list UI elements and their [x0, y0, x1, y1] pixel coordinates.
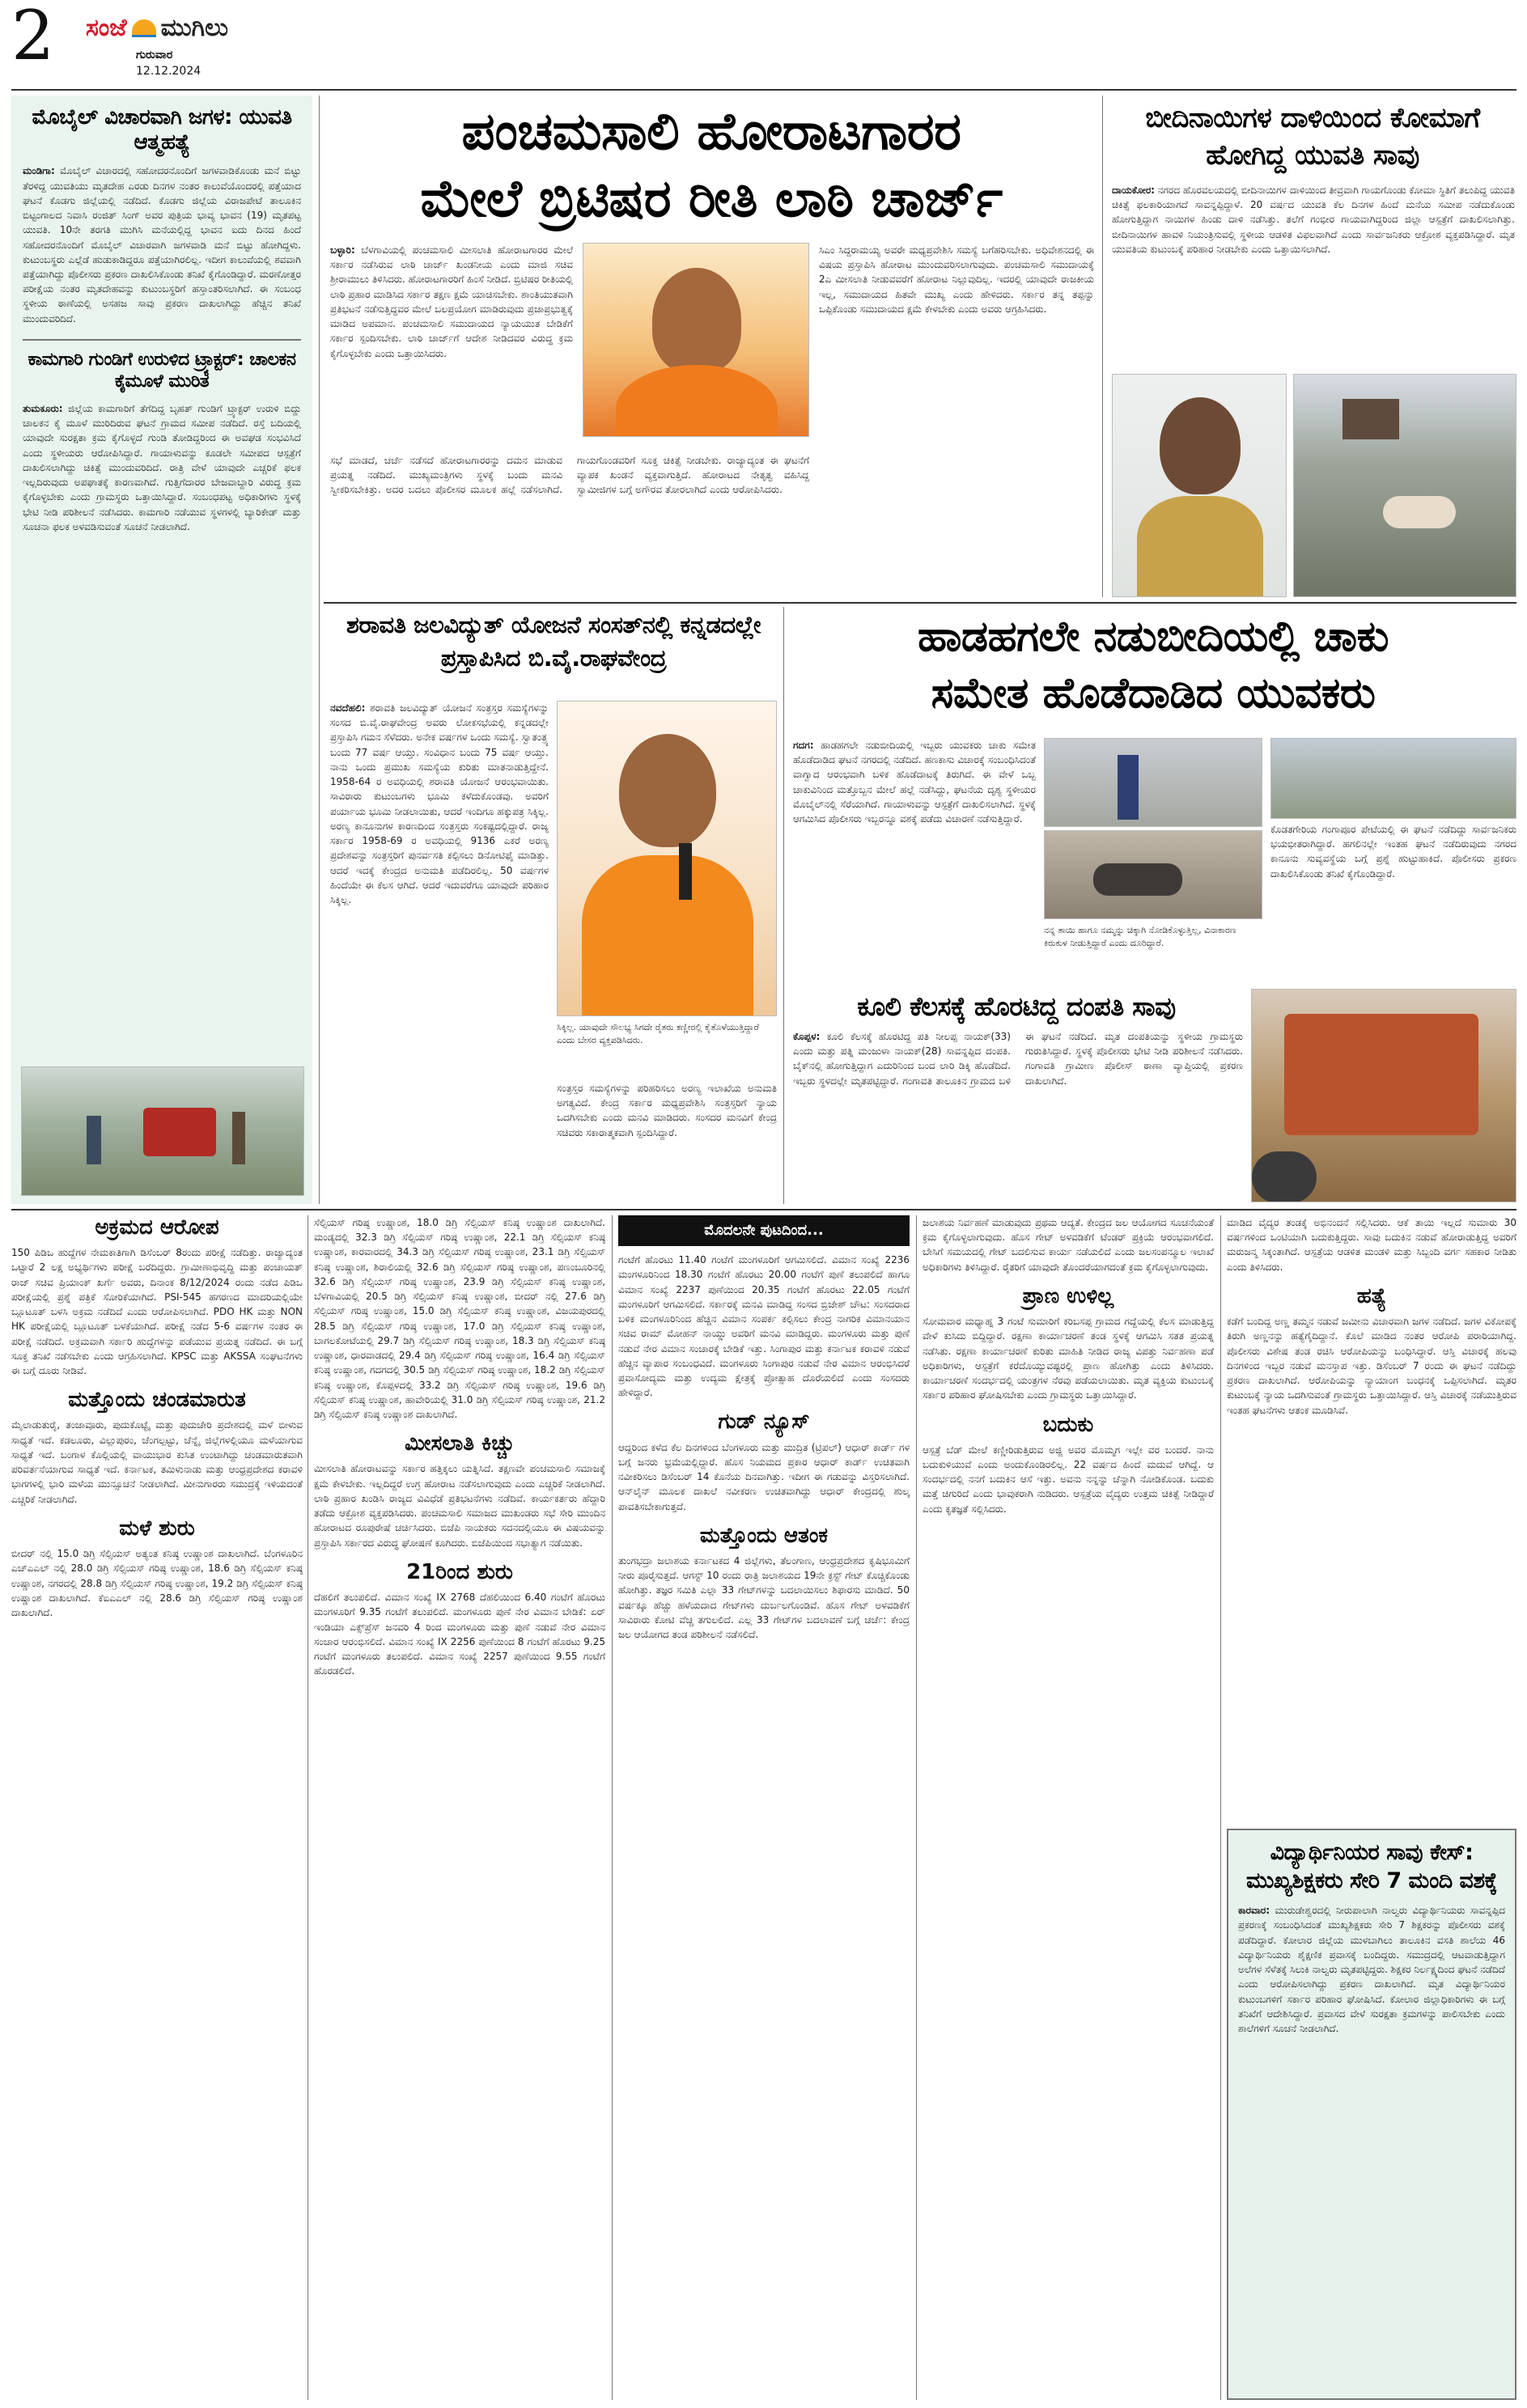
lower-col4 [923, 1215, 1214, 2400]
lower-col2-p2: ಮೀಸಲಾತಿ ಹೋರಾಟವನ್ನು ಸರ್ಕಾರ ಹತ್ತಿಕ್ಕಲು ಯತ್ನಿಸಿದೆ. ತಕ್ಷಣವೇ ಪಂಚಮಸಾಲಿ ಸಮಾಜಕ್ಕೆ ಕ್ಷಮೆ ಕೇಳಬೇಕು. ಇಲ್ಲದಿದ್ದರೆ ಉಗ್ರ ಹೋರಾಟ ನಡೆಸಲಾಗುವುದು ಎಂದು ಎಚ್ಚರಿಕೆ ನೀಡಲಾಗಿದೆ. ಲಾಠಿ ಪ್ರಹಾರ ಖಂಡಿಸಿ ರಾಜ್ಯದ ವಿವಿಧೆಡೆ ಪ್ರತಿಭಟನೆಗಳು ನಡೆದಿವೆ. ಕಾರ್ಯಕರ್ತರು ಹೆದ್ದಾರಿ ತಡೆದು ಆಕ್ರೋಶ ವ್ಯಕ್ತಪಡಿಸಿದರು. ಪಂಚಮಸಾಲಿ ಸಮಾಜದ ಮುಖಂಡರು ಸಭೆ ಸೇರಿ ಮುಂದಿನ ಹೋರಾಟದ ರೂಪುರೇಷೆ ಚರ್ಚಿಸಿದರು. ಬಿಜೆಪಿ ನಾಯಕರು ಸದನದಲ್ಲಿಯೂ ಈ ವಿಷಯವನ್ನು ಪ್ರಸ್ತಾಪಿಸಿ ಸರ್ಕಾರದ ವಿರುದ್ಧ ಘೋಷಣೆ ಕೂಗಿದರು. ಬಿಜೆಪಿಯಿಂದ ಸಭಾತ್ಯಾಗ ನಡೆಯಿತು. [314, 1463, 605, 1549]
dog-attack-text: ನಗರದ ಹೊರವಲಯದಲ್ಲಿ ಬೀದಿನಾಯಿಗಳ ದಾಳಿಯಿಂದ ತೀವ್ರವಾಗಿ ಗಾಯಗೊಂಡು ಕೋಮಾ ಸ್ಥಿತಿಗೆ ತಲುಪಿದ್ದ ಯುವತಿ ಚಿಕಿತ್ಸೆ ಫಲಕಾರಿಯಾಗದೆ ಸಾವನ್ನಪ್ಪಿದ್ದಾಳೆ. 20 ವರ್ಷದ ಯುವತಿ ಕೆಲ ದಿನಗಳ ಹಿಂದೆ ಮನೆಯ ಸಮೀಪ ನಡೆದುಕೊಂಡು ಹೋಗುತ್ತಿದ್ದಾಗ ನಾಯಿಗಳ ಹಿಂಡು ದಾಳಿ ನಡೆಸಿತ್ತು. ತಲೆಗೆ ಗಂಭೀರ ಗಾಯವಾಗಿದ್ದರಿಂದ ಜಿಲ್ಲಾ ಆಸ್ಪತ್ರೆಗೆ ದಾಖಲಿಸಲಾಗಿತ್ತು. ಬೀದಿನಾಯಿಗಳ ಹಾವಳಿ ನಿಯಂತ್ರಿಸುವಲ್ಲಿ ಸ್ಥಳೀಯ ಆಡಳಿತ ವಿಫಲವಾಗಿದೆ ಎಂದು ಸಾರ್ವಜನಿಕರು ಆಕ್ರೋಶ ವ್ಯಕ್ತಪಡಿಸಿದ್ದಾರೆ. ಮೃತ ಯುವತಿಯ ಕುಟುಂಬಕ್ಕೆ ಪರಿಹಾರ ನೀಡಬೇಕು ಎಂದು ಒತ್ತಾಯಿಸಲಾಗಿದೆ. [1112, 184, 1515, 255]
sidebar-rule [319, 95, 320, 1204]
brand-right: ಮುಗಿಲು [160, 14, 229, 43]
lead-body-col3 [819, 243, 1094, 566]
stabbing-headline-line1: ಹಾಡಹಗಲೇ ನಡುಬೀದಿಯಲ್ಲಿ ಚಾಕು [917, 613, 1389, 661]
stabbing-photo-1 [1044, 738, 1262, 827]
sidebar-story1-body [23, 163, 301, 326]
dog-attack-headline: ಬೀದಿನಾಯಿಗಳ ದಾಳಿಯಿಂದ ಕೋಮಾಗೆ ಹೋಗಿದ್ದ ಯುವತಿ ಸಾವು [1145, 102, 1480, 172]
face-shape [1160, 397, 1241, 494]
students-body [1238, 1903, 1505, 2036]
students-headline: ವಿದ್ಯಾರ್ಥಿನಿಯರ ಸಾವು ಕೇಸ್: ಮುಖ್ಯಶಿಕ್ಷಕರು ಸೇರಿ 7 ಮಂದಿ ವಶಕ್ಕೆ [1246, 1840, 1497, 1894]
lower-col5-p2: ಕಡೆಗೆ ಬಂದಿದ್ದ ಅಣ್ಣ ತಮ್ಮನ ನಡುವೆ ಜಮೀನು ವಿಚಾರವಾಗಿ ಜಗಳ ನಡೆದಿದೆ. ಜಗಳ ವಿಕೋಪಕ್ಕೆ ತಿರುಗಿ ಅಣ್ಣನನ್ನು ಹತ್ಯೆಗೈದಿದ್ದಾನೆ. ಕೊಲೆ ಮಾಡಿದ ನಂತರ ಆರೋಪಿ ಪರಾರಿಯಾಗಿದ್ದ. ಪೊಲೀಸರು ವಿಶೇಷ ತಂಡ ರಚಿಸಿ ಆರೋಪಿಯನ್ನು ಬಂಧಿಸಿದ್ದಾರೆ. ಆಸ್ತಿ ವಿಚಾರಕ್ಕೆ ಹಲವು ದಿನಗಳಿಂದ ಇಬ್ಬರ ನಡುವೆ ಮನಸ್ತಾಪ ಇತ್ತು. ಡಿಸೆಂಬರ್ 7 ರಂದು ಈ ಘಟನೆ ನಡೆದಿದ್ದು ಪ್ರಕರಣ ದಾಖಲಾಗಿದೆ. ಆರೋಪಿಯನ್ನು ನ್ಯಾಯಾಂಗ ಬಂಧನಕ್ಕೆ ಒಪ್ಪಿಸಲಾಗಿದೆ. ಮೃತರ ಕುಟುಂಬಕ್ಕೆ ನ್ಯಾಯ ಒದಗಿಸುವಂತೆ ಗ್ರಾಮಸ್ಥರು ಒತ್ತಾಯಿಸಿದ್ದಾರೆ. ಆಸ್ತಿ ವಿಚಾರಕ್ಕೆ ನಡೆಯುತ್ತಿರುವ ಇಂತಹ ಘಟನೆಗಳು ಆತಂಕ ಮೂಡಿಸಿವೆ. [1227, 1316, 1516, 1416]
tractor-photo [21, 1066, 304, 1196]
couple-headline: ಕೂಲಿ ಕೆಲಸಕ್ಕೆ ಹೊರಟಿದ್ದ ದಂಪತಿ ಸಾವು [857, 991, 1176, 1022]
masthead [11, 6, 286, 84]
sidebar-story2-headline: ಕಾಮಗಾರಿ ಗುಂಡಿಗೆ ಉರುಳಿದ ಟ್ರ್ಯಾಕ್ಟರ್: ಚಾಲಕನ ಕೈಮೂಳೆ ಮುರಿತ [28, 349, 296, 392]
person-shape [1118, 755, 1139, 820]
lead-headline [327, 99, 1096, 244]
lower-col1-heading3: ಮಳೆ ಶುರು [119, 1516, 195, 1541]
lower-rule-2 [612, 1215, 613, 2400]
stabbing-headline-line2: ಸಮೇತ ಹೊಡೆದಾಡಿದ ಯುವಕರು [931, 669, 1376, 719]
stabbing-dateline: ಗದಗ: [793, 740, 814, 751]
lower-col1-p3: ಬೀದರ್ ನಲ್ಲಿ 15.0 ಡಿಗ್ರಿ ಸೆಲ್ಸಿಯಸ್ ಅತ್ಯಂತ ಕನಿಷ್ಠ ಉಷ್ಣಾಂಶ ದಾಖಲಾಗಿದೆ. ಬೆಂಗಳೂರಿನ ಎಚ್ಎಎಲ್ ನಲ್ಲಿ 28.0 ಡಿಗ್ರಿ ಸೆಲ್ಸಿಯಸ್ ಗರಿಷ್ಠ ಉಷ್ಣಾಂಶ, 18.6 ಡಿಗ್ರಿ ಸೆಲ್ಸಿಯಸ್ ಕನಿಷ್ಠ ಉಷ್ಣಾಂಶ, ನಗರದಲ್ಲಿ 28.8 ಡಿಗ್ರಿ ಸೆಲ್ಸಿಯಸ್ ಗರಿಷ್ಠ ಉಷ್ಣಾಂಶ, 19.2 ಡಿಗ್ರಿ ಸೆಲ್ಸಿಯಸ್ ಕನಿಷ್ಠ ಉಷ್ಣಾಂಶ ದಾಖಲಾಗಿದೆ. ಕೆಐಎಎಲ್ ನಲ್ಲಿ 28.6 ಡಿಗ್ರಿ ಸೆಲ್ಸಿಯಸ್ ಗರಿಷ್ಠ ಉಷ್ಣಾಂಶ ದಾಖಲಾಗಿದೆ. [11, 1548, 303, 1619]
lower-col2-p1: ಸೆಲ್ಸಿಯಸ್ ಗರಿಷ್ಠ ಉಷ್ಣಾಂಶ, 18.0 ಡಿಗ್ರಿ ಸೆಲ್ಸಿಯಸ್ ಕನಿಷ್ಠ ಉಷ್ಣಾಂಶ ದಾಖಲಾಗಿದೆ. ಮಂಡ್ಯದಲ್ಲಿ 32.3 ಡಿಗ್ರಿ ಸೆಲ್ಸಿಯಸ್ ಗರಿಷ್ಠ ಉಷ್ಣಾಂಶ, 22.1 ಡಿಗ್ರಿ ಸೆಲ್ಸಿಯಸ್ ಕನಿಷ್ಠ ಉಷ್ಣಾಂಶ, ಕಾರವಾರದಲ್ಲಿ 34.3 ಡಿಗ್ರಿ ಸೆಲ್ಸಿಯಸ್ ಗರಿಷ್ಠ ಉಷ್ಣಾಂಶ, 23.1 ಡಿಗ್ರಿ ಸೆಲ್ಸಿಯಸ್ ಕನಿಷ್ಠ ಉಷ್ಣಾಂಶ, ಶಿರಾಲಿಯಲ್ಲಿ 32.6 ಡಿಗ್ರಿ ಸೆಲ್ಸಿಯಸ್ ಗರಿಷ್ಠ ಉಷ್ಣಾಂಶ, ಪಣಂಬೂರಿನಲ್ಲಿ 32.6 ಡಿಗ್ರಿ ಸೆಲ್ಸಿಯಸ್ ಗರಿಷ್ಠ ಉಷ್ಣಾಂಶ, 23.9 ಡಿಗ್ರಿ ಸೆಲ್ಸಿಯಸ್ ಕನಿಷ್ಠ ಉಷ್ಣಾಂಶ, ಬೆಳಗಾವಿಯಲ್ಲಿ 20.5 ಡಿಗ್ರಿ ಸೆಲ್ಸಿಯಸ್ ಕನಿಷ್ಠ ಉಷ್ಣಾಂಶ, ಬೀದರ್ ನಲ್ಲಿ 27.6 ಡಿಗ್ರಿ ಸೆಲ್ಸಿಯಸ್ ಗರಿಷ್ಠ ಉಷ್ಣಾಂಶ, 15.0 ಡಿಗ್ರಿ ಸೆಲ್ಸಿಯಸ್ ಕನಿಷ್ಠ ಉಷ್ಣಾಂಶ, ವಿಜಯಪುರದಲ್ಲಿ 28.5 ಡಿಗ್ರಿ ಸೆಲ್ಸಿಯಸ್ ಗರಿಷ್ಠ ಉಷ್ಣಾಂಶ, 17.0 ಡಿಗ್ರಿ ಸೆಲ್ಸಿಯಸ್ ಕನಿಷ್ಠ ಉಷ್ಣಾಂಶ, ಬಾಗಲಕೋಟೆಯಲ್ಲಿ 29.7 ಡಿಗ್ರಿ ಸೆಲ್ಸಿಯಸ್ ಗರಿಷ್ಠ ಉಷ್ಣಾಂಶ, 18.3 ಡಿಗ್ರಿ ಸೆಲ್ಸಿಯಸ್ ಕನಿಷ್ಠ ಉಷ್ಣಾಂಶ, ಧಾರವಾಡದಲ್ಲಿ 29.4 ಡಿಗ್ರಿ ಸೆಲ್ಸಿಯಸ್ ಗರಿಷ್ಠ ಉಷ್ಣಾಂಶ, 16.4 ಡಿಗ್ರಿ ಸೆಲ್ಸಿಯಸ್ ಕನಿಷ್ಠ ಉಷ್ಣಾಂಶ, ಗದಗದಲ್ಲಿ 30.5 ಡಿಗ್ರಿ ಸೆಲ್ಸಿಯಸ್ ಗರಿಷ್ಠ ಉಷ್ಣಾಂಶ, 18.2 ಡಿಗ್ರಿ ಸೆಲ್ಸಿಯಸ್ ಕನಿಷ್ಠ ಉಷ್ಣಾಂಶ, ಕೊಪ್ಪಳದಲ್ಲಿ 33.2 ಡಿಗ್ರಿ ಸೆಲ್ಸಿಯಸ್ ಗರಿಷ್ಠ ಉಷ್ಣಾಂಶ, 19.6 ಡಿಗ್ರಿ ಸೆಲ್ಸಿಯಸ್ ಕನಿಷ್ಠ ಉಷ್ಣಾಂಶ, ಹಾವೇರಿಯಲ್ಲಿ 31.0 ಡಿಗ್ರಿ ಸೆಲ್ಸಿಯಸ್ ಗರಿಷ್ಠ ಉಷ್ಣಾಂಶ, 21.2 ಡಿಗ್ರಿ ಸೆಲ್ಸಿಯಸ್ ಕನಿಷ್ಠ ಉಷ್ಣಾಂಶ ದಾಖಲಾಗಿದೆ. [314, 1217, 605, 1421]
sharavathi-text: ಶರಾವತಿ ಜಲವಿದ್ಯುತ್ ಯೋಜನೆ ಸಂತ್ರಸ್ತರ ಸಮಸ್ಯೆಗಳನ್ನು ಸಂಸದ ಬಿ.ವೈ.ರಾಘವೇಂದ್ರ ಅವರು ಲೋಕಸಭೆಯಲ್ಲಿ ಕನ್ನಡದಲ್ಲೇ ಪ್ರಸ್ತಾಪಿಸಿ ಗಮನ ಸೆಳೆದರು. ಅನೇಕ ವರ್ಷಗಳ ಒಂದು ಸಮಸ್ಯೆ. ಸ್ವಾತಂತ್ರ್ಯ ಬಂದು 77 ವರ್ಷ ಆಯ್ತು. ಸಂವಿಧಾನ ಬಂದು 75 ವರ್ಷ ಆಯ್ತು. ನಾನು ಒಂದು ಪ್ರಮುಖ ಸಮಸ್ಯೆಯ ಕುರಿತು ಮಾತನಾಡುತ್ತಿದ್ದೇನೆ. 1958-64 ರ ಅವಧಿಯಲ್ಲಿ ಶರಾವತಿ ಯೋಜನೆ ಆರಂಭವಾಯಿತು. ಸಾವಿರಾರು ಕುಟುಂಬಗಳು ಭೂಮಿ ಕಳೆದುಕೊಂಡವು. ಅವರಿಗೆ ಪರ್ಯಾಯ ಭೂಮಿ ನೀಡಲಾಯಿತು, ಆದರೆ ಇಂದಿಗೂ ಹಕ್ಕುಪತ್ರ ಸಿಕ್ಕಿಲ್ಲ. ಅರಣ್ಯ ಕಾನೂನುಗಳ ಕಾರಣದಿಂದ ಸಂತ್ರಸ್ತರು ಸಂಕಷ್ಟದಲ್ಲಿದ್ದಾರೆ. ರಾಜ್ಯ ಸರ್ಕಾರ 1958-69 ರ ಅವಧಿಯಲ್ಲಿ 9136 ಎಕರೆ ಅರಣ್ಯ ಪ್ರದೇಶವನ್ನು ಸಂತ್ರಸ್ತರಿಗೆ ಪುನರ್ವಸತಿ ಕಲ್ಪಿಸಲು ಡಿನೋಟಿಫೈ ಮಾಡಿತ್ತು. ಆದರೆ ಇದಕ್ಕೆ ಕೇಂದ್ರದ ಅನುಮತಿ ಪಡೆದಿರಲಿಲ್ಲ. 50 ವರ್ಷಗಳ ಹಿಂದೆಯೇ ಈ ಕೆಲಸ ಆಗಿದೆ. ಆದರೆ ಇದುವರೆಗೂ ಯಾವುದೇ ಪರಿಹಾರ ಸಿಕ್ಕಿಲ್ಲ. [330, 702, 549, 906]
lower-col1-heading1: ಅಕ್ರಮದ ಆರೋಪ [95, 1215, 219, 1240]
stabbing-text: ಹಾಡಹಗಲೇ ನಡುಬೀದಿಯಲ್ಲಿ ಇಬ್ಬರು ಯುವಕರು ಚಾಕು ಸಮೇತ ಹೊಡೆದಾಡಿದ ಘಟನೆ ನಗರದಲ್ಲಿ ನಡೆದಿದೆ. ಹಣಕಾಸು ವಿಚಾರಕ್ಕೆ ಸಂಬಂಧಿಸಿದಂತೆ ವಾಗ್ವಾದ ಆರಂಭವಾಗಿ ಬಳಿಕ ಹೊಡೆದಾಟಕ್ಕೆ ತಿರುಗಿದೆ. ಈ ವೇಳೆ ಒಬ್ಬ ಚಾಕುವಿನಿಂದ ಮತ್ತೊಬ್ಬನ ಮೇಲೆ ಹಲ್ಲೆ ನಡೆಸಿದ್ದು, ಘಟನೆಯ ದೃಶ್ಯ ಸ್ಥಳೀಯರ ಮೊಬೈಲ್‌ನಲ್ಲಿ ಸೆರೆಯಾಗಿದೆ. ಗಾಯಾಳುವನ್ನು ಆಸ್ಪತ್ರೆಗೆ ದಾಖಲಿಸಲಾಗಿದೆ. ಸ್ಥಳಕ್ಕೆ ಆಗಮಿಸಿದ ಪೊಲೀಸರು ಇಬ್ಬರನ್ನೂ ವಶಕ್ಕೆ ಪಡೆದು ವಿಚಾರಣೆ ನಡೆಸುತ್ತಿದ್ದಾರೆ. [793, 740, 1036, 825]
masthead-brand [86, 13, 280, 44]
sidebar-divider [23, 339, 301, 341]
sidebar-story2-text: ಜಿಲ್ಲೆಯ ಕಾಮಗಾರಿಗೆ ತೆಗೆದಿದ್ದ ಬೃಹತ್ ಗುಂಡಿಗೆ ಟ್ರ್ಯಾಕ್ಟರ್ ಉರುಳಿ ಬಿದ್ದು ಚಾಲಕನ ಕೈ ಮೂಳೆ ಮುರಿದಿರುವ ಘಟನೆ ಗ್ರಾಮದ ಸಮೀಪ ನಡೆದಿದೆ. ರಸ್ತೆ ಬದಿಯಲ್ಲಿ ಯಾವುದೇ ಸುರಕ್ಷತಾ ಕ್ರಮ ಕೈಗೊಳ್ಳದೆ ಗುಂಡಿ ತೋಡಿದ್ದರಿಂದ ಈ ಅವಘಡ ಸಂಭವಿಸಿದೆ ಎಂದು ಸ್ಥಳೀಯರು ಆರೋಪಿಸಿದ್ದಾರೆ. ಗಾಯಾಳುವನ್ನು ಕೂಡಲೇ ಸಮೀಪದ ಆಸ್ಪತ್ರೆಗೆ ದಾಖಲಿಸಲಾಗಿದ್ದು ಚಿಕಿತ್ಸೆ ಮುಂದುವರಿದಿದೆ. ರಾತ್ರಿ ವೇಳೆ ಯಾವುದೇ ಎಚ್ಚರಿಕೆ ಫಲಕ ಇಲ್ಲದಿರುವುದು ಅಪಘಾತಕ್ಕೆ ಕಾರಣವಾಗಿದೆ. ಗುತ್ತಿಗೆದಾರರ ಬೇಜವಾಬ್ದಾರಿ ವಿರುದ್ಧ ಕ್ರಮ ಕೈಗೊಳ್ಳಬೇಕು ಎಂದು ಗ್ರಾಮಸ್ಥರು ಒತ್ತಾಯಿಸಿದ್ದಾರೆ. ಸಂಬಂಧಪಟ್ಟ ಅಧಿಕಾರಿಗಳು ಸ್ಥಳಕ್ಕೆ ಭೇಟಿ ನೀಡಿ ಪರಿಶೀಲನೆ ನಡೆಸಿದರು. ಕಾಮಗಾರಿ ನಡೆಯುವ ಸ್ಥಳಗಳಲ್ಲಿ ಬ್ಯಾರಿಕೇಡ್ ಮತ್ತು ಸೂಚನಾ ಫಲಕ ಅಳವಡಿಸುವಂತೆ ಸೂಚನೆ ನೀಡಲಾಗಿದೆ. [23, 402, 301, 532]
masthead-rule [11, 89, 1516, 91]
stabbing-body-b [1270, 822, 1516, 981]
dog-photo [1293, 374, 1516, 597]
fold-rule [11, 1209, 1516, 1210]
lower-col4-p1: ಜಲಾಶಯ ನಿರ್ವಹಣೆ ಮಾಡುವುದು ಪ್ರಥಮ ಆದ್ಯತೆ. ಕೇಂದ್ರದ ಜಲ ಆಯೋಗದ ಸೂಚನೆಯಂತೆ ಕ್ರಮ ಕೈಗೊಳ್ಳಲಾಗುವುದು. ಹೊಸ ಗೇಟ್ ಅಳವಡಿಕೆಗೆ ಟೆಂಡರ್ ಪ್ರಕ್ರಿಯೆ ಆರಂಭವಾಗಲಿದೆ. ಬೇಸಿಗೆ ಸಮಯದಲ್ಲಿ ಗೇಟ್ ಬದಲಿಸುವ ಕಾರ್ಯ ನಡೆಯಲಿದೆ ಎಂದು ಜಲಸಂಪನ್ಮೂಲ ಇಲಾಖೆ ಅಧಿಕಾರಿಗಳು ತಿಳಿಸಿದ್ದಾರೆ. ರೈತರಿಗೆ ಯಾವುದೇ ತೊಂದರೆಯಾಗದಂತೆ ಕ್ರಮ ಕೈಗೊಳ್ಳಲಾಗುವುದು. [923, 1217, 1214, 1273]
sharavathi-body [330, 701, 549, 1202]
lower-col5-p1: ಮಾಡಿದ ವೈದ್ಯರ ತಂಡಕ್ಕೆ ಅಭಿನಂದನೆ ಸಲ್ಲಿಸಿದರು. ಆಕೆ ತಾಯಿ ಇಲ್ಲದೆ ಸುಮಾರು 30 ವರ್ಷಗಳಿಂದ ಒಂಟಿಯಾಗಿ ಬದುಕುತ್ತಿದ್ದರು. ಸಾವು ಬದುಕಿನ ನಡುವೆ ಹೋರಾಡುತ್ತಿದ್ದ ಅವರಿಗೆ ಮರುಜನ್ಮ ಸಿಕ್ಕಂತಾಗಿದೆ. ಆಸ್ಪತ್ರೆಯ ಆಡಳಿತ ಮಂಡಳಿ ಮತ್ತು ಸಿಬ್ಬಂದಿ ವರ್ಗ ಸಹಕಾರ ನೀಡಿತು ಎಂದು ತಿಳಿಸಿದರು. [1227, 1217, 1516, 1273]
students-text: ಮುರುಡೇಶ್ವರದಲ್ಲಿ ನೀರುಪಾಲಾಗಿ ನಾಲ್ವರು ವಿದ್ಯಾರ್ಥಿನಿಯರು ಸಾವನ್ನಪ್ಪಿದ ಪ್ರಕರಣಕ್ಕೆ ಸಂಬಂಧಿಸಿದಂತೆ ಮುಖ್ಯಶಿಕ್ಷಕರು ಸೇರಿ 7 ಶಿಕ್ಷಕರನ್ನು ಪೊಲೀಸರು ವಶಕ್ಕೆ ಪಡೆದಿದ್ದಾರೆ. ಕೋಲಾರ ಜಿಲ್ಲೆಯ ಮುಳಬಾಗಿಲು ತಾಲೂಕಿನ ವಸತಿ ಶಾಲೆಯ 46 ವಿದ್ಯಾರ್ಥಿನಿಯರು ಶೈಕ್ಷಣಿಕ ಪ್ರವಾಸಕ್ಕೆ ಬಂದಿದ್ದರು. ಸಮುದ್ರದಲ್ಲಿ ಆಟವಾಡುತ್ತಿದ್ದಾಗ ಅಲೆಗಳ ಸೆಳೆತಕ್ಕೆ ಸಿಲುಕಿ ನಾಲ್ವರು ಮೃತಪಟ್ಟಿದ್ದರು. ಶಿಕ್ಷಕರ ನಿರ್ಲಕ್ಷ್ಯದಿಂದ ಘಟನೆ ನಡೆದಿದೆ ಎಂದು ಆರೋಪಿಸಲಾಗಿದ್ದು ಪ್ರಕರಣ ದಾಖಲಾಗಿದೆ. ಮೃತ ವಿದ್ಯಾರ್ಥಿನಿಯರ ಕುಟುಂಬಗಳಿಗೆ ಸರ್ಕಾರ ಪರಿಹಾರ ಘೋಷಿಸಿದೆ. ಕೋಲಾರ ಜಿಲ್ಲಾಧಿಕಾರಿಗಳು ಈ ಬಗ್ಗೆ ತನಿಖೆಗೆ ಆದೇಶಿಸಿದ್ದಾರೆ. ಪ್ರವಾಸದ ವೇಳೆ ಸುರಕ್ಷತಾ ಕ್ರಮಗಳನ್ನು ಪಾಲಿಸಬೇಕು ಎಂದು ಶಾಲೆಗಳಿಗೆ ಸೂಚನೆ ನೀಡಲಾಗಿದೆ. [1238, 1905, 1505, 2035]
lower-col1-heading2: ಮತ್ತೊಂದು ಚಂಡಮಾರುತ [68, 1388, 246, 1413]
sharavathi-headline: ಶರಾವತಿ ಜಲವಿದ್ಯುತ್ ಯೋಜನೆ ಸಂಸತ್‌ನಲ್ಲಿ ಕನ್ನಡದಲ್ಲೇ ಪ್ರಸ್ತಾಪಿಸಿದ ಬಿ.ವೈ.ರಾಘವೇಂದ್ರ [346, 611, 761, 672]
lead-dateline: ಬಳ್ಳಾರಿ: [330, 244, 355, 256]
shoulders-shape [1137, 496, 1263, 597]
lower-col2-heading2: 21ರಿಂದ ಶುರು [406, 1559, 513, 1584]
students-dateline: ಕಾರವಾರ: [1238, 1905, 1270, 1917]
lower-col4-heading2: ಬದುಕು [1042, 1412, 1094, 1437]
sun-logo-icon [132, 19, 156, 37]
lead-headline-line2: ಮೇಲೆ ಬ್ರಿಟಿಷರ ರೀತಿ ಲಾಠಿ ಚಾರ್ಜ್ [420, 169, 1003, 230]
tire-shape [1252, 1151, 1317, 1202]
face-shape [619, 734, 716, 847]
sharavathi-text-b: ಸಂತ್ರಸ್ತರ ಸಮಸ್ಯೆಗಳನ್ನು ಪರಿಹರಿಸಲು ಅರಣ್ಯ ಇಲಾಖೆಯ ಅನುಮತಿ ಅಗತ್ಯವಿದೆ. ಕೇಂದ್ರ ಸರ್ಕಾರ ಮಧ್ಯಪ್ರವೇಶಿಸಿ ಸಂತ್ರಸ್ತರಿಗೆ ನ್ಯಾಯ ಒದಗಿಸಬೇಕು ಎಂದು ಮನವಿ ಮಾಡಿದರು. ಸಂಸದರ ಮನವಿಗೆ ಕೇಂದ್ರ ಸಚಿವರು ಸಕಾರಾತ್ಮಕವಾಗಿ ಸ್ಪಂದಿಸಿದ್ದಾರೆ. [557, 1083, 777, 1138]
sharavathi-rule [783, 607, 784, 1204]
stabbing-body [793, 738, 1036, 981]
sidebar-story1-dateline: ಮಂಡಿಗಾ: [23, 165, 55, 177]
lead-text-c: ಸಿಎಂ ಸಿದ್ದರಾಮಯ್ಯ ಅವರೇ ಮಧ್ಯಪ್ರವೇಶಿಸಿ ಸಮಸ್ಯೆ ಬಗೆಹರಿಸಬೇಕು. ಅಧಿವೇಶನದಲ್ಲಿ ಈ ವಿಷಯ ಪ್ರಸ್ತಾಪಿಸಿ ಹೋರಾಟ ಮುಂದುವರಿಸಲಾಗುವುದು. ಪಂಚಮಸಾಲಿ ಸಮುದಾಯಕ್ಕೆ 2ಎ ಮೀಸಲಾತಿ ನೀಡುವವರೆಗೆ ಹೋರಾಟ ನಿಲ್ಲುವುದಿಲ್ಲ. ಇದರಲ್ಲಿ ಯಾವುದೇ ರಾಜಕೀಯ ಇಲ್ಲ, ಸಮುದಾಯದ ಹಿತವೇ ಮುಖ್ಯ ಎಂದು ಹೇಳಿದರು. ಸರ್ಕಾರ ತನ್ನ ತಪ್ಪನ್ನು ಒಪ್ಪಿಕೊಂಡು ಸಮುದಾಯದ ಕ್ಷಮೆ ಕೇಳಬೇಕು ಎಂದು ಅವರು ಆಗ್ರಹಿಸಿದರು. [819, 244, 1094, 315]
accident-photo [1251, 989, 1516, 1202]
masthead-date: 12.12.2024 [136, 65, 201, 78]
masthead-weekday: ಗುರುವಾರ [136, 49, 173, 61]
shoulders-shape [582, 855, 753, 1016]
lower-col5-heading1: ಹತ್ಯೆ [1356, 1283, 1387, 1308]
lower-col3 [618, 1215, 910, 2400]
lower-col4-heading1: ಪ್ರಾಣ ಉಳಿಲ್ಲ [1022, 1283, 1114, 1308]
lead-text-a: ಬೆಳಗಾವಿಯಲ್ಲಿ ಪಂಚಮಸಾಲಿ ಮೀಸಲಾತಿ ಹೋರಾಟಗಾರರ ಮೇಲೆ ಸರ್ಕಾರ ನಡೆಸಿರುವ ಲಾಠಿ ಚಾರ್ಜ್ ಖಂಡನೀಯ ಎಂದು ಮಾಜಿ ಸಚಿವ ಶ್ರೀರಾಮುಲು ತಿಳಿಸಿದರು. ಹೋರಾಟಗಾರರಿಗೆ ಹಿಂಸೆ ನೀಡಿದೆ. ಬ್ರಿಟಿಷರ ರೀತಿಯಲ್ಲಿ ಲಾಠಿ ಪ್ರಹಾರ ಮಾಡಿಸಿದ ಸರ್ಕಾರ ತಕ್ಷಣ ಕ್ಷಮೆ ಯಾಚಿಸಬೇಕು. ಶಾಂತಿಯುತವಾಗಿ ಪ್ರತಿಭಟನೆ ನಡೆಸುತ್ತಿದ್ದವರ ಮೇಲೆ ಬಲಪ್ರಯೋಗ ಮಾಡಿರುವುದು ಪ್ರಜಾಪ್ರಭುತ್ವಕ್ಕೆ ಮಾಡಿದ ಅಪಮಾನ. ಪಂಚಮಸಾಲಿ ಸಮುದಾಯದ ನ್ಯಾಯಯುತ ಬೇಡಿಕೆಗೆ ಸರ್ಕಾರ ಸ್ಪಂದಿಸಬೇಕು. ಲಾಠಿ ಚಾರ್ಜ್‌ಗೆ ಆದೇಶ ನೀಡಿದವರ ವಿರುದ್ಧ ಕ್ರಮ ಕೈಗೊಳ್ಳಬೇಕು ಎಂದು ಒತ್ತಾಯಿಸಿದರು. [330, 244, 573, 359]
sidebar-story1-headline: ಮೊಬೈಲ್ ವಿಚಾರವಾಗಿ ಜಗಳ: ಯುವತಿ ಆತ್ಮಹತ್ಯೆ [32, 105, 292, 155]
truck-shape [1284, 1014, 1478, 1135]
raghavendra-photo [557, 701, 777, 1016]
lead-body-col2 [330, 453, 809, 591]
students-box [1227, 1829, 1516, 2400]
sidebar-story2-dateline: ತುಮಕೂರು: [23, 402, 63, 414]
sharavathi-dateline: ನವದೆಹಲಿ: [330, 702, 366, 714]
lower-col2-p3: ದೆಹಲಿಗೆ ತಲುಪಲಿದೆ. ವಿಮಾನ ಸಂಖ್ಯೆ IX 2768 ದೆಹಲಿಯಿಂದ 6.40 ಗಂಟೆಗೆ ಹೊರಟು ಮಂಗಳೂರಿಗೆ 9.35 ಗಂಟೆಗೆ ತಲುಪಲಿದೆ. ಮಂಗಳೂರು ಪುಣೆ ನೇರ ವಿಮಾನ ಬೇಡಿಕೆ: ಏರ್ ಇಂಡಿಯಾ ಎಕ್ಸ್‌ಪ್ರೆಸ್ ಜನವರಿ 4 ರಿಂದ ಮಂಗಳೂರು ಮತ್ತು ಪುಣೆ ನಡುವೆ ನೇರ ವಿಮಾನ ಸಂಚಾರ ಆರಂಭಿಸಲಿದೆ. ವಿಮಾನ ಸಂಖ್ಯೆ IX 2256 ಪುಣೆಯಿಂದ 8 ಗಂಟೆಗೆ ಹೊರಟು 9.25 ಗಂಟೆಗೆ ಮಂಗಳೂರು ತಲುಪಲಿದೆ. ವಿಮಾನ ಸಂಖ್ಯೆ 2257 ಪುಣೆಯಿಂದ 9.55 ಗಂಟೆಗೆ ಹೊರಡಲಿದೆ. [314, 1592, 605, 1677]
sidebar-story2-body [23, 401, 301, 534]
dog-attack-body [1112, 183, 1515, 369]
lower-col1-p2: ಮೈಲಾಡುತುರೈ, ತಂಜಾವೂರು, ಪುದುಕೊಟ್ಟೈ ಮತ್ತು ಪುದುಚೇರಿ ಪ್ರದೇಶದಲ್ಲಿ ಮಳೆ ಬೀಳುವ ಸಾಧ್ಯತೆ ಇದೆ. ಕಡಲೂರು, ವಿಲ್ಲುಪುರಂ, ಚೆಂಗಲ್ಪಟ್ಟು, ಚೆನ್ನೈ ಜಿಲ್ಲೆಗಳಲ್ಲಿಯೂ ಮಳೆಯಾಗುವ ಸಾಧ್ಯತೆ ಇದೆ. ಬಂಗಾಳ ಕೊಲ್ಲಿಯಲ್ಲಿ ವಾಯುಭಾರ ಕುಸಿತ ಉಂಟಾಗಿದ್ದು ಚಂಡಮಾರುತವಾಗಿ ಪರಿವರ್ತನೆಯಾಗುವ ಸಾಧ್ಯತೆ ಇದೆ. ಕರ್ನಾಟಕ, ತಮಿಳುನಾಡು ಮತ್ತು ಆಂಧ್ರಪ್ರದೇಶದ ಕರಾವಳಿ ಭಾಗಗಳಲ್ಲಿ ಭಾರಿ ಮಳೆಯ ಮುನ್ಸೂಚನೆ ನೀಡಲಾಗಿದೆ. ಮೀನುಗಾರರು ಸಮುದ್ರಕ್ಕೆ ಇಳಿಯದಂತೆ ಎಚ್ಚರಿಕೆ ನೀಡಲಾಗಿದೆ. [11, 1419, 303, 1505]
couple-text: ಕೂಲಿ ಕೆಲಸಕ್ಕೆ ಹೊರಟಿದ್ದ ಪತಿ ನೀಲಪ್ಪ ನಾಯಕ್(33) ಎಂದು ಮತ್ತು ಪತ್ನಿ ಮಂಜುಳಾ ನಾಯಕ್(28) ಸಾವನ್ನಪ್ಪಿದ ದಂಪತಿ. ಬೈಕ್‌ನಲ್ಲಿ ಹೋಗುತ್ತಿದ್ದಾಗ ಎದುರಿನಿಂದ ಬಂದ ಲಾರಿ ಡಿಕ್ಕಿ ಹೊಡೆದಿದೆ. ಇಬ್ಬರು ಸ್ಥಳದಲ್ಲೇ ಮೃತಪಟ್ಟಿದ್ದಾರೆ. ಗಂಗಾವತಿ ತಾಲೂಕಿನ ಗ್ರಾಮದ ಬಳಿ ಈ ಘಟನೆ ನಡೆದಿದೆ. ಮೃತ ದಂಪತಿಯನ್ನು ಸ್ಥಳೀಯ ಗ್ರಾಮಸ್ಥರು ಗುರುತಿಸಿದ್ದಾರೆ. ಸ್ಥಳಕ್ಕೆ ಪೊಲೀಸರು ಭೇಟಿ ನೀಡಿ ಪರಿಶೀಲನೆ ನಡೆಸಿದರು. ಗಂಗಾವತಿ ಗ್ರಾಮೀಣ ಪೊಲೀಸ್ ಠಾಣಾ ವ್ಯಾಪ್ತಿಯಲ್ಲಿ ಪ್ರಕರಣ ದಾಖಲಾಗಿದೆ. [793, 1031, 1243, 1087]
page-number: 2 [11, 6, 55, 75]
sharavathi-caption: ಸಿಕ್ಕಿಲ್ಲ. ಯಾವುದೇ ಸೌಲಭ್ಯ ಸಿಗದೇ ರೈತರು ಕಣ್ಣೀರಲ್ಲಿ ಕೈತೊಳೆಯುತ್ತಿದ್ದಾರೆ ಎಂದು ಬೇಸರ ವ್ಯಕ್ತಪಡಿಸಿದರು. [557, 1022, 759, 1045]
lower-col4-p3: ಆಸ್ಪತ್ರೆ ಬೆಡ್ ಮೇಲೆ ಕಣ್ಣೀರಿಡುತ್ತಿರುವ ಅಜ್ಜಿ ಅವರ ಮೊಮ್ಮಗ ಇಲ್ಲೇ ವರ ಬಂದರೆ. ನಾನು ಬದುಕುಳಿಯುವೆ ಎಂದು ಅಂದುಕೊಂಡಿರಲಿಲ್ಲ. 22 ವರ್ಷದ ಹಿಂದೆ ಮದುವೆ ಆಗಿದ್ದೆ. ಆ ಸಂದರ್ಭದಲ್ಲಿ ನನಗೆ ಬದುಕಿನ ಆಸೆ ಇತ್ತು. ಅವನು ನನ್ನನ್ನು ಚೆನ್ನಾಗಿ ನೋಡಿಕೊಂಡ. ಬದುಕು ಮತ್ತೆ ಚಿಗುರಿದೆ ಎಂದು ಭಾವುಕರಾಗಿ ನುಡಿದರು. ಆಸ್ಪತ್ರೆಯ ವೈದ್ಯರು ಉತ್ತಮ ಚಿಕಿತ್ಸೆ ನೀಡಿದ್ದಾರೆ ಎಂದು ಕೃತಜ್ಞತೆ ಸಲ್ಲಿಸಿದರು. [923, 1444, 1214, 1515]
lead-body-col1 [330, 243, 573, 453]
lower-col4-p2: ಸೋಮವಾರ ಮಧ್ಯಾಹ್ನ 3 ಗಂಟೆ ಸುಮಾರಿಗೆ ಕರಿಬಸಪ್ಪ ಗ್ರಾಮದ ಗದ್ದೆಯಲ್ಲಿ ಕೆಲಸ ಮಾಡುತ್ತಿದ್ದ ವೇಳೆ ಕುಸಿದು ಬಿದ್ದಿದ್ದಾರೆ. ರಕ್ಷಣಾ ಕಾರ್ಯಾಚರಣೆ ತಂಡ ಸ್ಥಳಕ್ಕೆ ಆಗಮಿಸಿ ಸತತ ಪ್ರಯತ್ನ ನಡೆಸಿತು. ರಕ್ಷಣಾ ಕಾರ್ಯಾಚರಣೆ ಕುರಿತು ಮಾಹಿತಿ ನೀಡಿದ ರಾಜ್ಯ ವಿಪತ್ತು ನಿರ್ವಹಣಾ ಪಡೆ ಅಧಿಕಾರಿಗಳು, ಆಸ್ಪತ್ರೆಗೆ ಕರೆದೊಯ್ಯುವಷ್ಟರಲ್ಲಿ ಪ್ರಾಣ ಹೋಗಿತ್ತು ಎಂದು ತಿಳಿಸಿದರು. ಕಾರ್ಯಾಚರಣೆ ಸಂದರ್ಭದಲ್ಲಿ ಯಂತ್ರಗಳ ನೆರವು ಪಡೆಯಲಾಯಿತು. ಮೃತ ವ್ಯಕ್ತಿಯ ಕುಟುಂಬಕ್ಕೆ ಸರ್ಕಾರ ಪರಿಹಾರ ಘೋಷಿಸಬೇಕು ಎಂದು ಗ್ರಾಮಸ್ಥರು ಒತ್ತಾಯಿಸಿದ್ದಾರೆ. [923, 1316, 1214, 1401]
person-shape [1093, 863, 1182, 896]
lower-col3-p3: ತುಂಗಭದ್ರಾ ಜಲಾಶಯ ಕರ್ನಾಟಕದ 4 ಜಿಲ್ಲೆಗಳು, ತೆಲಂಗಾಣ, ಆಂಧ್ರಪ್ರದೇಶದ ಕೃಷಿಭೂಮಿಗೆ ನೀರು ಪೂರೈಸುತ್ತದೆ. ಆಗಸ್ಟ್ 10 ರಂದು ರಾತ್ರಿ ಜಲಾಶಯದ 19ನೇ ಕ್ರಸ್ಟ್ ಗೇಟ್ ಕೊಚ್ಚಿಕೊಂಡು ಹೋಗಿತ್ತು. ತಜ್ಞರ ಸಮಿತಿ ಎಲ್ಲಾ 33 ಗೇಟ್‌ಗಳನ್ನು ಬದಲಾಯಿಸಲು ಶಿಫಾರಸು ಮಾಡಿದೆ. 50 ವರ್ಷಕ್ಕೂ ಹೆಚ್ಚು ಹಳೆಯದಾದ ಗೇಟ್‌ಗಳು ದುರ್ಬಲಗೊಂಡಿವೆ. ಹೊಸ ಗೇಟ್ ಅಳವಡಿಕೆಗೆ ಸಾವಿರಾರು ಕೋಟಿ ವೆಚ್ಚ ತಗುಲಲಿದೆ. ಎಲ್ಲ 33 ಗೇಟ್‌ಗಳ ಬದಲಾವಣೆ ಬಗ್ಗೆ ಚರ್ಚೆ: ಕೇಂದ್ರ ಜಲ ಆಯೋಗದ ತಂಡ ಪರಿಶೀಲನೆ ನಡೆಸಲಿದೆ. [618, 1554, 910, 1641]
lead-photo [583, 243, 809, 437]
face-shape [652, 268, 741, 373]
cow-shape [1342, 399, 1399, 439]
lower-col3-heading2: ಮತ್ತೊಂದು ಆತಂಕ [699, 1523, 829, 1548]
lower-col3-p1: ಗಂಟೆಗೆ ಹೊರಟು 11.40 ಗಂಟೆಗೆ ಮಂಗಳೂರಿಗೆ ಆಗಮಿಸಲಿದೆ. ವಿಮಾನ ಸಂಖ್ಯೆ 2236 ಮಂಗಳೂರಿನಿಂದ 18.30 ಗಂಟೆಗೆ ಹೊರಟು 20.00 ಗಂಟೆಗೆ ಪುಣೆ ತಲುಪಲಿದೆ ಹಾಗೂ ವಿಮಾನ ಸಂಖ್ಯೆ 2237 ಪುಣೆಯಿಂದ 20.35 ಗಂಟೆಗೆ ಹೊರಟು 22.05 ಗಂಟೆಗೆ ಮಂಗಳೂರಿಗೆ ಆಗಮಿಸಲಿದೆ. ಸರ್ಕಾರಕ್ಕೆ ಮನವಿ ಮಾಡಿದ್ದ ಸಂಸದ ಬ್ರಿಜೇಶ್ ಚೌಟ: ಸಂಸದರಾದ ಬಳಿಕ ಮಂಗಳೂರಿನಿಂದ ಹೆಚ್ಚಿನ ವಿಮಾನ ಸಂಪರ್ಕ ಕಲ್ಪಿಸಲು ಕೇಂದ್ರ ನಾಗರಿಕ ವಿಮಾನಯಾನ ಸಚಿವ ರಾಮ್ ಮೋಹನ್ ನಾಯ್ಡು ಅವರಿಗೆ ಮನವಿ ಮಾಡಿದ್ದರು. ಮಂಗಳೂರು ಮತ್ತು ಪುಣೆ ನಡುವೆ ನೇರ ವಿಮಾನ ಸಂಚಾರಕ್ಕೆ ಬೇಡಿಕೆ ಇತ್ತು. ಸಿಂಗಾಪುರ ಮತ್ತು ಕರ್ನಾಟಕ ಕರಾವಳಿ ನಡುವೆ ಹೆಚ್ಚಿನ ವ್ಯಾಪಾರ ಸಂಬಂಧವಿದೆ. ಮಂಗಳೂರು ಸಿಂಗಾಪುರ ನಡುವೆ ನೇರ ವಿಮಾನ ಆರಂಭಿಸಿದರೆ ಪ್ರವಾಸೋದ್ಯಮ ಮತ್ತು ಉದ್ಯಮ ಕ್ಷೇತ್ರಕ್ಕೆ ಪ್ರೋತ್ಸಾಹ ದೊರೆಯಲಿದೆ ಎಂದು ಸಂಸದರು ಹೇಳಿದ್ದಾರೆ. [618, 1254, 910, 1399]
dog-attack-dateline: ದಾಯಕೋರ: [1112, 184, 1155, 196]
lower-col3-heading1: ಗುಡ್ ನ್ಯೂಸ್ [718, 1410, 810, 1435]
person-shape [87, 1116, 101, 1164]
lower-col1-p1: 150 ಪಿಡಿಒ ಹುದ್ದೆಗಳ ನೇಮಕಾತಿಗಾಗಿ ಡಿಸೆಂಬರ್ 8ರಂದು ಪರೀಕ್ಷೆ ನಡೆದಿತ್ತು. ರಾಜ್ಯಾದ್ಯಂತ ಒಟ್ಟಾರೆ 2 ಲಕ್ಷ ಅಭ್ಯರ್ಥಿಗಳು ಪರೀಕ್ಷೆ ಬರೆದಿದ್ದರು. ಗ್ರಾಮೀಣಾಭಿವೃದ್ಧಿ ಮತ್ತು ಪಂಚಾಯತ್ ರಾಜ್ ಸಚಿವ ಪ್ರಿಯಾಂಕ್ ಖರ್ಗೆ ಅವರು, ದಿನಾಂಕ 8/12/2024 ರಂದು ನಡೆದ ಪಿಡಿಒ ಪರೀಕ್ಷೆಯಲ್ಲಿ ಪ್ರಶ್ನೆ ಪತ್ರಿಕೆ ಸೋರಿಕೆಯಾಗಿದೆ. PSI-545 ಹಗರಣದ ಮಾದರಿಯಲ್ಲಿಯೇ ಬ್ಲೂಟೂತ್ ಬಳಸಿ ಅಕ್ರಮ ನಡೆದಿದೆ ಎಂದು ಆರೋಪಿಸಲಾಗಿದೆ. PDO HK ಮತ್ತು NON HK ಪರೀಕ್ಷೆಯಲ್ಲಿ ಬ್ಲೂಟೂತ್ ಬಳಕೆಯಾಗಿದೆ. ಪರೀಕ್ಷೆ ನಡೆದ 5-6 ವರ್ಷಗಳ ನಂತರ ಈ ಪರೀಕ್ಷೆ ನಡೆದಿದೆ. ಅಕ್ರಮವಾಗಿ ಸರ್ಕಾರಿ ಹುದ್ದೆಗಳನ್ನು ಪಡೆಯುವ ಪ್ರಯತ್ನ ನಡೆದಿದೆ. ಈ ಬಗ್ಗೆ ಸೂಕ್ತ ತನಿಖೆ ನಡೆಸಬೇಕು ಎಂದು ಆಗ್ರಹಿಸಲಾಗಿದೆ. KPSC ಮತ್ತು AKSSA ಸಂಘಟನೆಗಳು ಈ ಬಗ್ಗೆ ದೂರು ನೀಡಿವೆ. [11, 1247, 303, 1377]
brand-left: ಸಂಜೆ [86, 14, 127, 43]
lead-headline-line1: ಪಂಚಮಸಾಲಿ ಹೋರಾಟಗಾರರ [461, 102, 961, 162]
sidebar [11, 95, 312, 1204]
lower-col3-p2: ಆದ್ದರಿಂದ ಕಳೆದ ಕೆಲ ದಿನಗಳಿಂದ ಬೆಂಗಳೂರು ಮತ್ತು ಮುದ್ರಿತ (ಟ್ರಿಪಲ್) ಆಧಾರ್ ಕಾರ್ಡ್ ಗಳ ಬಗ್ಗೆ ಜನರು ಭ್ರಮೆಯಲ್ಲಿದ್ದಾರೆ. ಹೊಸ ನಿಯಮದ ಪ್ರಕಾರ ಆಧಾರ್ ಕಾರ್ಡ್ ಉಚಿತವಾಗಿ ನವೀಕರಿಸಲು ಡಿಸೆಂಬರ್ 14 ಕೊನೆಯ ದಿನವಾಗಿತ್ತು. ಇದೀಗ ಈ ಗಡುವನ್ನು ವಿಸ್ತರಿಸಲಾಗಿದೆ. ಆನ್‌ಲೈನ್ ಮೂಲಕ ದಾಖಲೆ ನವೀಕರಣ ಉಚಿತವಾಗಿದ್ದು ಆಧಾರ್ ಕೇಂದ್ರದಲ್ಲಿ ಶುಲ್ಕ ಪಾವತಿಸಬೇಕಾಗುತ್ತದೆ. [618, 1441, 910, 1512]
sidebar-story1-text: ಮೊಬೈಲ್ ವಿಚಾರದಲ್ಲಿ ಸಹೋದರನೊಂದಿಗೆ ಜಗಳವಾಡಿಕೊಂಡು ಮನೆ ಬಿಟ್ಟು ತೆರಳಿದ್ದ ಯುವತಿಯು ಮೃತದೇಹ ಎರಡು ದಿನಗಳ ನಂತರ ಕಾಲುವೆಯೊಂದರಲ್ಲಿ ಪತ್ತೆಯಾದ ಘಟನೆ ಕೊಡಗು ಜಿಲ್ಲೆಯಲ್ಲಿ ನಡೆದಿದೆ. ಕೊಡಗು ಜಿಲ್ಲೆಯ ವಿರಾಜಪೇಟೆ ತಾಲೂಕಿನ ಬಿಟ್ಟಂಗಾಲದ ನಿವಾಸಿ ರಂಜಿತ್ ಸಿಂಗ್ ಅವರ ಪುತ್ರಿಯ ಭಾವ್ಯ ಭಾವನ (19) ಮೃತಪಟ್ಟ ಯುವತಿ. 10ನೇ ತರಗತಿ ಮುಗಿಸಿ ಮನೆಯಲ್ಲಿದ್ದ ಭಾವನ ಐದು ದಿನದ ಹಿಂದೆ ಸಹೋದರನೊಂದಿಗೆ ಮೊಬೈಲ್ ವಿಚಾರವಾಗಿ ಜಗಳವಾಡಿ ಮನೆ ಬಿಟ್ಟು ಹೋಗಿದ್ದಳು. ಕುಟುಂಬಸ್ಥರು ಎಲ್ಲೆಡೆ ಹುಡುಕಾಡಿದ್ದರೂ ಪತ್ತೆಯಾಗಿರಲಿಲ್ಲ. ಇದೀಗ ಕಾಲುವೆಯಲ್ಲಿ ಶವವಾಗಿ ಪತ್ತೆಯಾಗಿದ್ದು ಪೊಲೀಸರು ಪ್ರಕರಣ ದಾಖಲಿಸಿಕೊಂಡು ತನಿಖೆ ಕೈಗೊಂಡಿದ್ದಾರೆ. ಮರಣೋತ್ತರ ಪರೀಕ್ಷೆಯ ನಂತರ ಮೃತದೇಹವನ್ನು ಕುಟುಂಬಸ್ಥರಿಗೆ ಹಸ್ತಾಂತರಿಸಲಾಗಿದೆ. ಈ ಸಂಬಂಧ ಸ್ಥಳೀಯ ಠಾಣೆಯಲ್ಲಿ ಅಸಹಜ ಸಾವು ಪ್ರಕರಣ ದಾಖಲಾಗಿದ್ದು ಹೆಚ್ಚಿನ ತನಿಖೆ ಮುಂದುವರಿದಿದೆ. [23, 165, 301, 324]
top-section-rule [324, 602, 1516, 604]
couple-body [793, 1029, 1243, 1202]
dog-shape [1383, 496, 1456, 528]
microphone-icon [679, 843, 692, 900]
shoulders-shape [616, 365, 778, 437]
lead-text-b: ಸಭೆ ಮಾಡದೆ, ಚರ್ಚೆ ನಡೆಸದೆ ಹೋರಾಟಗಾರರನ್ನು ದಮನ ಮಾಡುವ ಪ್ರಯತ್ನ ನಡೆದಿದೆ. ಮುಖ್ಯಮಂತ್ರಿಗಳು ಸ್ಥಳಕ್ಕೆ ಬಂದು ಮನವಿ ಸ್ವೀಕರಿಸಬೇಕಿತ್ತು. ಅದರ ಬದಲು ಪೊಲೀಸರ ಮೂಲಕ ಹಲ್ಲೆ ನಡೆಸಲಾಗಿದೆ. ಗಾಯಗೊಂಡವರಿಗೆ ಸೂಕ್ತ ಚಿಕಿತ್ಸೆ ನೀಡಬೇಕು. ರಾಜ್ಯಾದ್ಯಂತ ಈ ಘಟನೆಗೆ ವ್ಯಾಪಕ ಖಂಡನೆ ವ್ಯಕ್ತವಾಗುತ್ತಿದೆ. ಹೋರಾಟದ ನೇತೃತ್ವ ವಹಿಸಿದ್ದ ಸ್ವಾಮೀಜಿಗಳ ಬಗ್ಗೆ ಅಗೌರವ ತೋರಲಾಗಿದೆ ಎಂದು ಆರೋಪಿಸಿದರು. [330, 455, 809, 496]
person-shape-2 [232, 1112, 245, 1164]
lower-rule-3 [916, 1215, 917, 2400]
stabbing-headline [790, 608, 1516, 730]
sharavathi-body-b [557, 1081, 777, 1202]
stabbing-caption: ನನ್ನ ತಾಯಿ ಹಾಗೂ ನಮ್ಮನ್ನು ಚಿಕ್ಕಾಗಿ ನೋಡಿಕೊಳ್ಳುತ್ತಿಲ್ಲ, ವಿನಾಕಾರಣ ಕಿರುಕುಳ ನೀಡುತ್ತಿದ್ದಾರೆ ಎಂದು ದೂರಿದ್ದಾರೆ. [1044, 925, 1236, 948]
lead-right-rule [1102, 95, 1103, 597]
stabbing-text-b: ಕೊಡತಗೇರಿಯ ಗಂಗಾಪೂರ ಪೇಟೆಯಲ್ಲಿ ಈ ಘಟನೆ ನಡೆದಿದ್ದು ಸಾರ್ವಜನಿಕರು ಭಯಭೀತರಾಗಿದ್ದಾರೆ. ಹಗಲಿನಲ್ಲೇ ಇಂತಹ ಘಟನೆ ನಡೆದಿರುವುದು ನಗರದ ಕಾನೂನು ಸುವ್ಯವಸ್ಥೆಯ ಬಗ್ಗೆ ಪ್ರಶ್ನೆ ಹುಟ್ಟುಹಾಕಿದೆ. ಪೊಲೀಸರು ಪ್ರಕರಣ ದಾಖಲಿಸಿಕೊಂಡು ತನಿಖೆ ಕೈಗೊಂಡಿದ್ದಾರೆ. [1270, 824, 1516, 880]
couple-dateline: ಕೊಪ್ಪಳ: [793, 1031, 821, 1042]
lower-col2 [314, 1215, 605, 2400]
lower-col2-heading1: ಮೀಸಲಾತಿ ಕಿಚ್ಚು [405, 1431, 515, 1456]
lower-rule-4 [1220, 1215, 1221, 2400]
stabbing-photo-2 [1044, 830, 1262, 919]
continued-banner: ಮೊದಲನೇ ಪುಟದಿಂದ... [618, 1215, 910, 1246]
victim-photo [1112, 374, 1287, 597]
tractor-shape [143, 1108, 216, 1156]
stabbing-photo-3 [1270, 738, 1516, 819]
lower-col1 [11, 1215, 303, 2400]
